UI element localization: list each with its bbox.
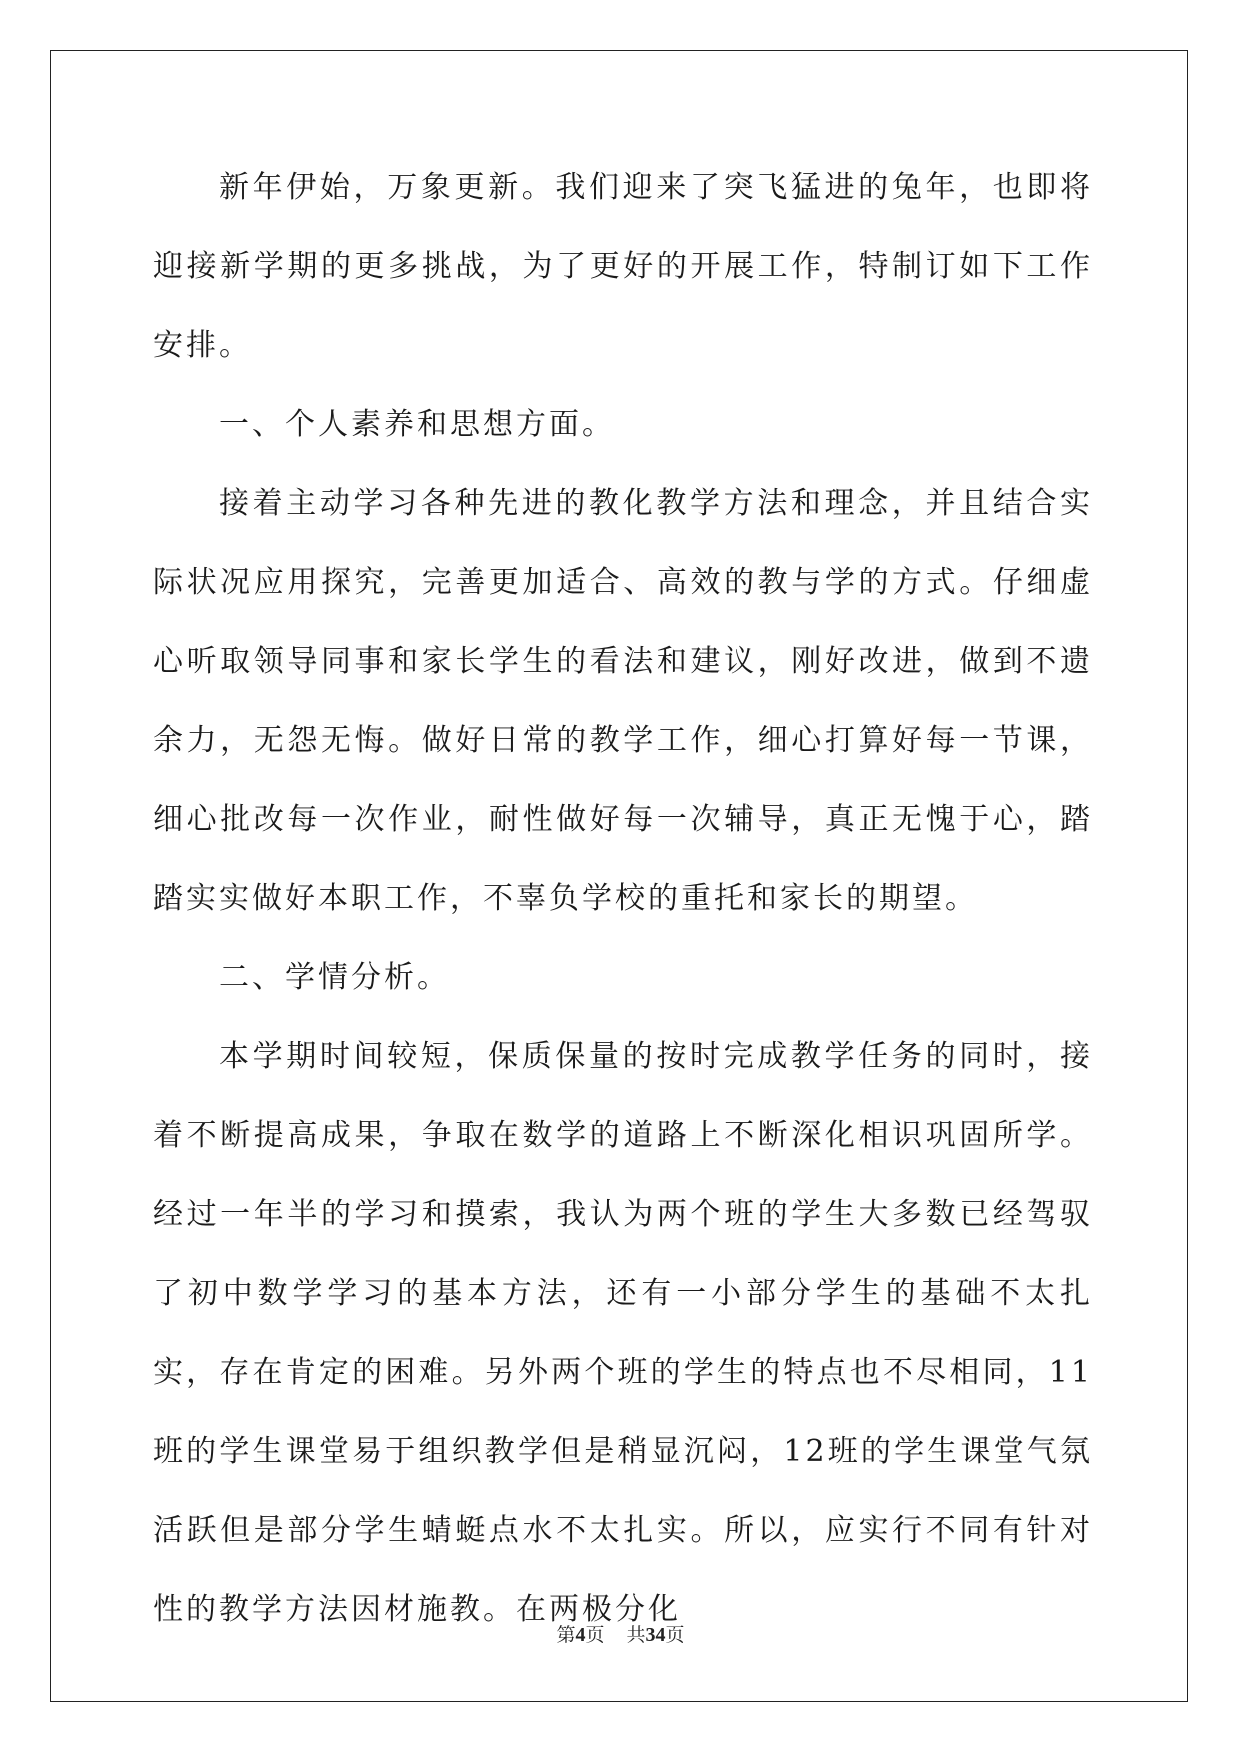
current-page-number: 4	[575, 1624, 586, 1646]
document-body	[153, 148, 1093, 1649]
page-footer	[0, 1620, 1241, 1647]
paragraph-section-2: 本学期时间较短，保质保量的按时完成教学任务的同时，接着不断提高成果，争取在数学的道路上不断深化相识巩固所学。经过一年半的学习和摸索，我认为两个班的学生大多数已经驾驭了初中数学学习的基本方法，还有一小部分学生的基础不太扎实，存在肯定的困难。另外两个班的学生的特点也不尽相同，11班的学生课堂易于组织教学但是稍显沉闷，12班的学生课堂气氛活跃但是部分学生蜻蜓点水不太扎实。所以，应实行不同有针对性的教学方法因材施教。在两极分化	[153, 1039, 1093, 1627]
page-prefix: 第	[556, 1624, 576, 1646]
total-suffix: 页	[665, 1624, 685, 1646]
section-heading-2: 二、学情分析。	[219, 960, 450, 995]
total-pages-number: 34	[645, 1624, 666, 1646]
paragraph-intro: 新年伊始，万象更新。我们迎来了突飞猛进的兔年，也即将迎接新学期的更多挑战，为了更好的开展工作，特制订如下工作安排。	[153, 170, 1093, 363]
total-prefix: 共	[626, 1624, 646, 1646]
section-heading-1: 一、个人素养和思想方面。	[219, 407, 615, 442]
paragraph-section-1: 接着主动学习各种先进的教化教学方法和理念，并且结合实际状况应用探究，完善更加适合、高效的教与学的方式。仔细虚心听取领导同事和家长学生的看法和建议，刚好改进，做到不遗余力，无怨无悔。做好日常的教学工作，细心打算好每一节课，细心批改每一次作业，耐性做好每一次辅导，真正无愧于心，踏踏实实做好本职工作，不辜负学校的重托和家长的期望。	[153, 486, 1093, 916]
page-suffix: 页	[585, 1624, 605, 1646]
